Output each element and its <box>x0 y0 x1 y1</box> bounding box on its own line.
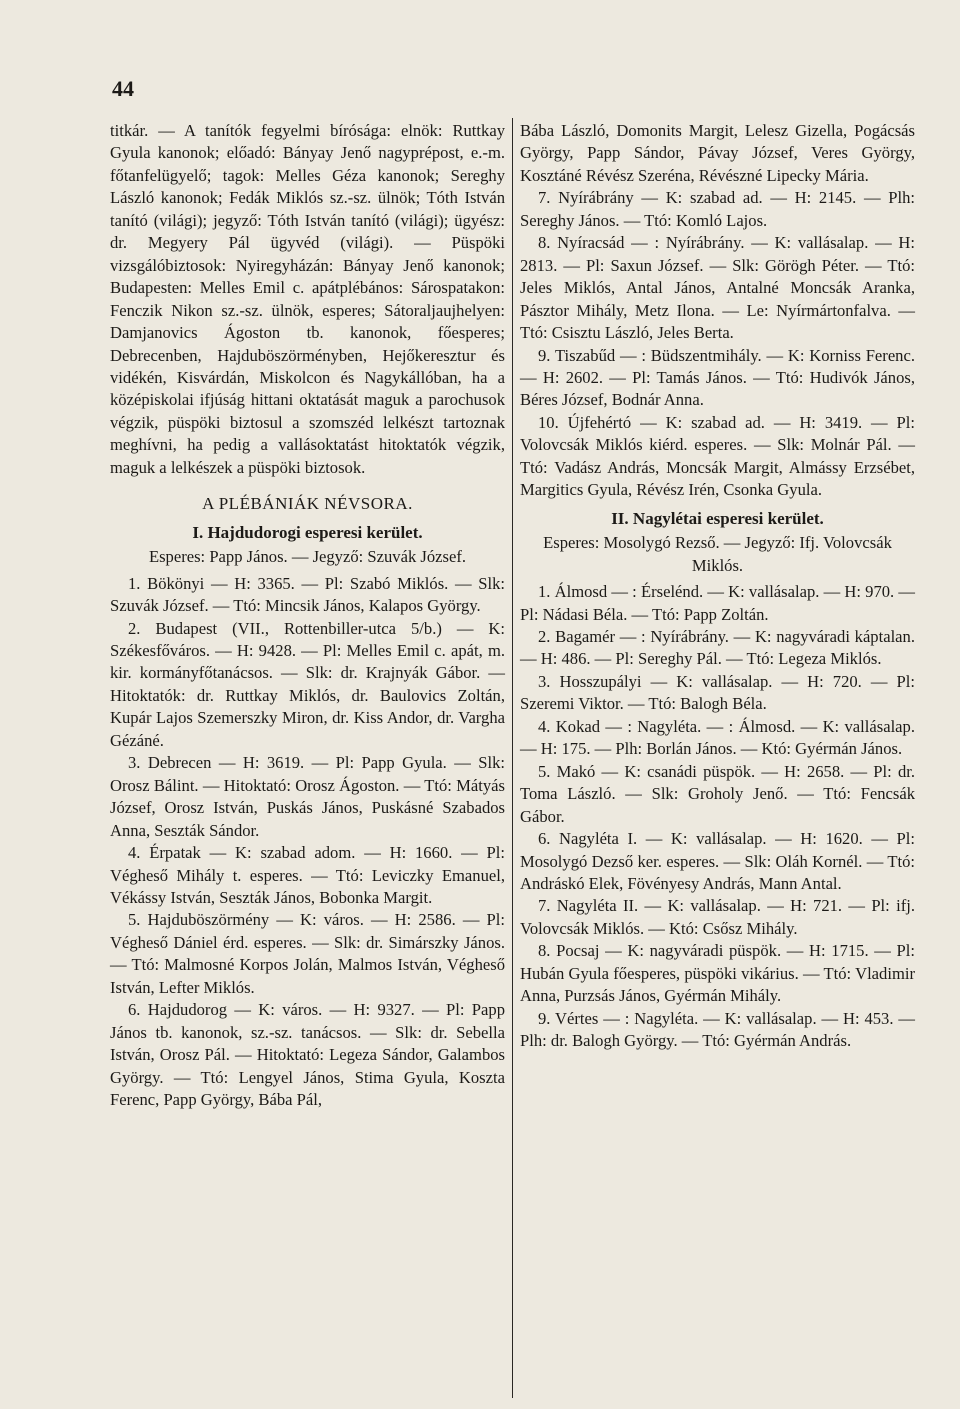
district-1-title: I. Hajdudorogi esperesi kerület. <box>192 522 423 542</box>
parish-entry: 10. Újfehértó — K: szabad ad. — H: 3419. — Pl: Volovcsák Miklós kiérd. esperes. — Slk: Molnár Pál. — Ttó: Vadász András, Moncsák Margit, Almássy Erzsébet, Margitics Gyula, Révész Irén, Csonka Gyula. <box>520 412 915 500</box>
parish-entry: 7. Nagyléta II. — K: vallásalap. — H: 721. — Pl: ifj. Volovcsák Miklós. — Któ: Csősz Mihály. <box>520 896 915 938</box>
continued-entry: Bába László, Domonits Margit, Lelesz Gizella, Pogácsás György, Papp Sándor, Pávay József, Veres György, Kosztáné Révész Szeréna, Révészné Lipecky Mária. <box>520 121 915 185</box>
parish-entry: 1. Bökönyi — H: 3365. — Pl: Szabó Miklós. — Slk: Szuvák József. — Ttó: Mincsik János, Kalapos György. <box>110 573 505 616</box>
parish-entry: 9. Vértes — : Nagyléta. — K: vallásalap. — H: 453. — Plh: dr. Balogh György. — Ttó: Gyérmán András. <box>520 1008 915 1051</box>
parish-entry: 7. Nyírábrány — K: szabad ad. — H: 2145. — Plh: Sereghy János. — Ttó: Komló Lajos. <box>520 188 915 230</box>
parish-entry: 2. Budapest (VII., Rottenbiller-utca 5/b.) — K: Székesfőváros. — H: 9428. — Pl: Melles Emil c. apát, m. kir. kormányfőtanácsos. — Slk: dr. Krajnyák Gábor. — Hitoktatók: dr. Ruttkay Miklós, dr. Baulovics Zoltán, Kupár Lajos Szemerszky Miron, dr. Kiss Andor, dr. Vargha Gézáné. <box>110 618 505 750</box>
parish-entry: 9. Tiszabűd — : Büdszentmihály. — K: Korniss Ferenc. — H: 2602. — Pl: Tamás János. — Ttó: Hudivók János, Béres József, Bodnár Anna. <box>520 345 915 410</box>
parish-entry: 8. Pocsaj — K: nagyváradi püspök. — H: 1715. — Pl: Hubán Gyula főesperes, püspöki vikárius. — Ttó: Vladimir Anna, Purzsás János, Gyérmán Mihály. <box>520 941 915 1006</box>
parish-entry: 4. Érpatak — K: szabad adom. — H: 1660. — Pl: Végheső Mihály t. esperes. — Ttó: Leviczky Emanuel, Vékássy István, Seszták János, Bobonka Margit. <box>110 843 505 907</box>
page-number: 44 <box>112 76 134 101</box>
district-2-title: II. Nagylétai esperesi kerület. <box>611 508 824 528</box>
parish-entry: 5. Hajduböszörmény — K: város. — H: 2586. — Pl: Végheső Dániel érd. esperes. — Slk: dr. Simárszky János. — Ttó: Malmosné Korpos Jolán, Malmos István, Végheső István, Lefter Miklós. <box>110 910 505 997</box>
parish-entry: 6. Nagyléta I. — K: vallásalap. — H: 1620. — Pl: Mosolygó Dezső ker. esperes. — Slk: Oláh Kornél. — Ttó: Andráskó Elek, Fövényesy András, Mann Antal. <box>520 829 915 893</box>
district-1-officers: Esperes: Papp János. — Jegyző: Szuvák József. <box>148 547 467 567</box>
parish-entry: 4. Kokad — : Nagyléta. — : Álmosd. — K: vallásalap. — H: 175. — Plh: Borlán János. — Któ: Gyérmán János. <box>520 716 915 759</box>
district-2-officers: Esperes: Mosolygó Rezső. — Jegyző: Ifj. Volovcsák Miklós. <box>543 533 892 575</box>
intro-paragraph: titkár. — A tanítók fegyelmi bírósága: elnök: Ruttkay Gyula kanonok; előadó: Bányay Jenő nagyprépost, e.-m. főtanfelügyelő; tagok: Melles Géza kanonok; Sereghy László kanonok; Fedák Miklós sz.-sz. ülnök; Tóth István tanító (világi); jegyző: Tóth István tanító (világi); ügyész: dr. Megyery Pál ügyvéd (világi). — Püspöki vizsgálóbiztosok: Nyiregyházán: Bányay Jenő kanonok; Budapesten: Melles Emil c. apátplébános: Sárospatakon: Fenczik Nikon sz.-sz. ülnök, esperes; Sátoraljaujhelyen: Damjanovics Ágoston tb. kanonok, főesperes; Debrecenben, Hajduböszörményben, Hejőkeresztur és vidékén, Kisvárdán, Miskolcon és Nagykállóban, ha a középiskolai ifjúság hittani oktatását maguk a parochusok végzik, püspöki biztosul a szomszéd lelkészt tartoznak meghívni, ha pedig a vallásoktatást hitoktatók végzik, maguk a lelkészek a püspöki biztosok. <box>110 121 505 477</box>
parish-entry: 3. Hosszupályi — K: vallásalap. — H: 720. — Pl: Szeremi Viktor. — Ttó: Balogh Béla. <box>520 671 915 714</box>
right-column <box>520 120 915 1053</box>
left-column <box>110 120 505 1111</box>
parish-entry: 8. Nyíracsád — : Nyírábrány. — K: vallásalap. — H: 2813. — Pl: Saxun József. — Slk: Görögh Péter. — Ttó: Jeles Miklós, Antal János, Antalné Moncsák Aranka, Pásztor Mihály, Metz Ilona. — Le: Nyírmártonfalva. — Ttó: Csisztu László, Jeles Berta. <box>520 233 915 343</box>
parish-entry: 3. Debrecen — H: 3619. — Pl: Papp Gyula. — Slk: Orosz Bálint. — Hitoktató: Orosz Ágoston. — Ttó: Mátyás József, Orosz István, Puskás János, Puskásné Szabados Anna, Seszták Sándor. <box>110 753 505 840</box>
parish-entry: 1. Álmosd — : Érselénd. — K: vallásalap. — H: 970. — Pl: Nádasi Béla. — Ttó: Papp Zoltán. <box>520 582 915 624</box>
parish-entry: 5. Makó — K: csanádi püspök. — H: 2658. — Pl: dr. Toma László. — Slk: Groholy Jenő. — Ttó: Fencsák Gábor. <box>520 761 915 826</box>
column-divider <box>512 118 513 1398</box>
parish-entry: 2. Bagamér — : Nyírábrány. — K: nagyváradi káptalan. — H: 486. — Pl: Sereghy Pál. — Ttó: Legeza Miklós. <box>520 626 915 669</box>
parish-entry: 6. Hajdudorog — K: város. — H: 9327. — Pl: Papp János tb. kanonok, sz.-sz. tanácsos. — Slk: dr. Sebella István, Orosz Pál. — Hitoktató: Legeza Sándor, Galambos György. — Ttó: Lengyel János, Stima Gyula, Koszta Ferenc, Papp György, Bába Pál, <box>110 1000 505 1110</box>
section-title: A PLÉBÁNIÁK NÉVSORA. <box>202 494 413 514</box>
